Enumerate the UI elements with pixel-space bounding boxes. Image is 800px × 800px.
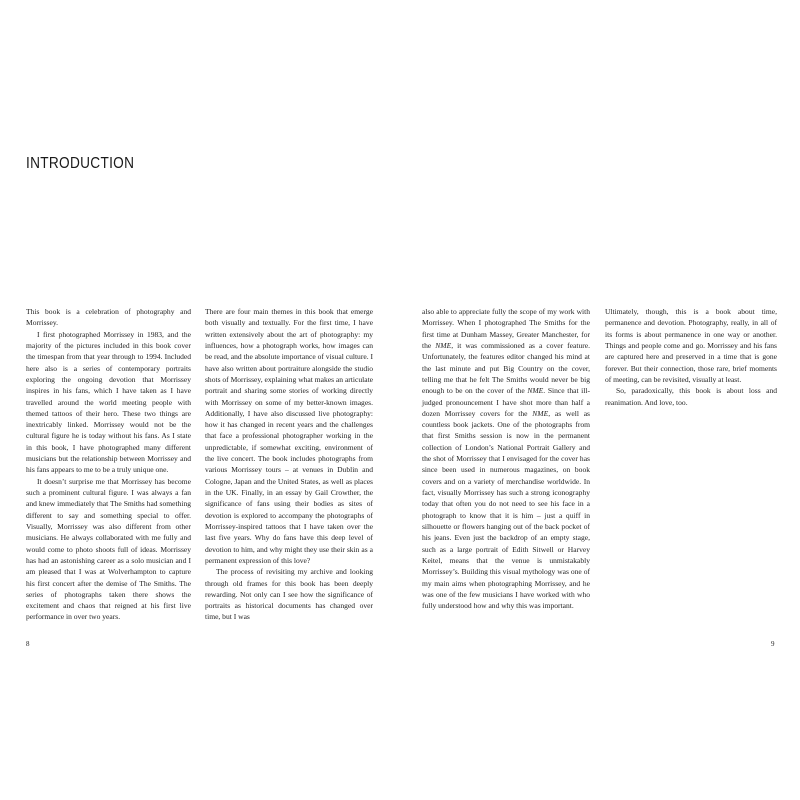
paragraph: Ultimately, though, this is a book about time, permanence and devotion. Photography, really, in all of its forms is about permanence in one way or another. Things and people come and go. Morrissey and his fans are captured here and preserved in a time that is gone forever. But their connection, those rare, brief moments of meeting, can be revisited, visually at least. [605, 307, 777, 384]
paragraph: There are four main themes in this book that emerge both visually and textually. For the first time, I have written extensively about the art of photography: my influences, how a photograph works, how images can be read, and the absolute importance of visual culture. I have also written about portraiture alongside the studio shots of Morrissey, explaining what makes an articulate portrait and sharing some stories of working directly with Morrissey on some of my better-known images. Additionally, I have also discussed live photography: how it has changed in recent years and the challenges that face a professional photographer working in the unpredictable, if somewhat exciting, environment of the live concert. The book includes photographs from various Morrissey tours – at venues in Dublin and Cologne, Japan and the United States, as well as places in the UK. Finally, in an essay by Gail Crowther, the significance of fans using their bodies as sites of devotion is explored to accompany the photographs of Morrissey-inspired tattoos that I have taken over the last five years. Why do fans have this deep level of devotion to him, and why might they use their skin as a permanent expression of this love? [205, 307, 374, 565]
paragraph: So, paradoxically, this book is about loss and reanimation. And love, too. [605, 386, 777, 407]
paragraph: It doesn’t surprise me that Morrissey has become such a prominent cultural figure. I was always a fan and knew immediately that The Smiths had something different to say and something special to offer. Visually, Morrissey was also different from other musicians. He always collaborated with me fully and would come to photo shoots full of ideas. Morrissey has had an astonishing career as a solo musician and I am pleased that I was at Wolverhampton to capture his first concert after the demise of The Smiths. The series of photographs taken there shows the excitement and chaos that reigned at his first live performance in over two years. [26, 476, 191, 622]
paragraph: I first photographed Morrissey in 1983, and the majority of the pictures included in this book cover the timespan from that year through to 1994. Included here also is a series of contemporary portraits exploring the ongoing devotion that Morrissey inspires in his fans, which I have taken as I have travelled around the world meeting people with themed tattoos of their hero. These two things are inextricably linked. Morrissey would not be the cultural figure he is today without his fans. As I state in this book, I have photographed many different musicians but the relationship between Morrissey and his fans appears to me to be a truly unique one. [26, 329, 191, 475]
text-column-1 [26, 306, 191, 623]
page-number-right: 9 [771, 640, 775, 648]
paragraph: also able to appreciate fully the scope of my work with Morrissey. When I photographed The Smiths for the first time at Dunham Massey, Greater Manchester, for the NME, it was commissioned as a cover feature. Unfortunately, the features editor changed his mind at the last minute and put Big Country on the cover, telling me that he felt The Smiths would never be big enough to be on the cover of the NME. Since that ill-judged pronouncement I have shot more than half a dozen Morrissey covers for the NME, as well as countless book jackets. One of the photographs from that first Smiths session is now in the permanent collection of London’s National Portrait Gallery and the shot of Morrissey that I envisaged for the cover has since been used in numerous magazines, on book covers and on a variety of merchandise worldwide. In fact, visually Morrissey has such a strong iconography today that often you do not need to see his face in a photograph to know that it is him – just a quiff in silhouette or flowers hanging out of the back pocket of his jeans. Even just the backdrop of an empty stage, such as a large portrait of Edith Sitwell or Harvey Keitel, means that the venue is unmistakably Morrissey’s. Building this visual mythology was one of my main aims when photographing Morrissey, and he was one of the few musicians I have worked with who fully understood how and why this was important. [422, 307, 590, 611]
text-column-4 [605, 306, 777, 408]
paragraph: The process of revisiting my archive and looking through old frames for this book has been deeply rewarding. Not only can I see how the significance of portraits as historical documents has changed over time, but I was [205, 567, 373, 622]
text-column-3 [422, 306, 590, 611]
text-column-2 [205, 306, 373, 623]
page-number-left: 8 [26, 640, 30, 648]
text-columns [0, 306, 800, 636]
paragraph: This book is a celebration of photography and Morrissey. [26, 307, 191, 328]
page-title: INTRODUCTION [26, 155, 135, 173]
